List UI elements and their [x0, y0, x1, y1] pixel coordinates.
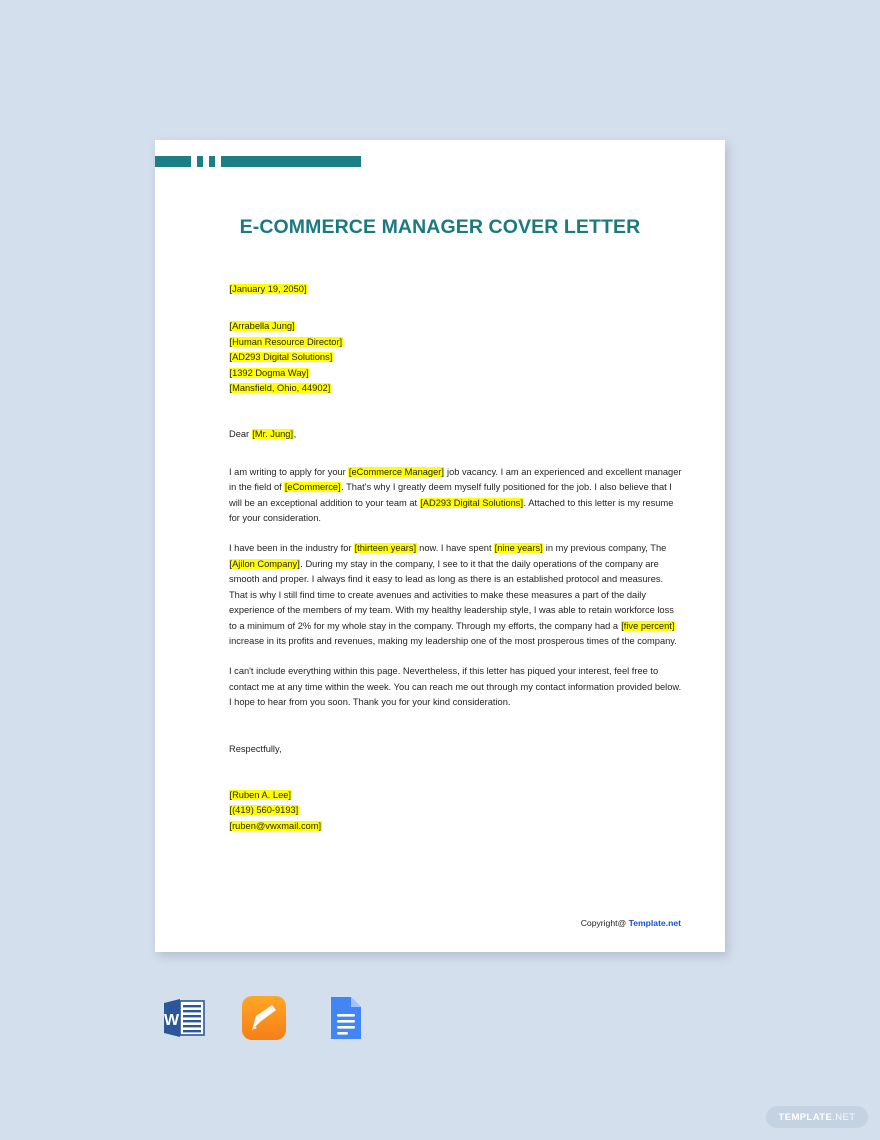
watermark-light-text: .NET — [832, 1111, 856, 1123]
recipient-address — [229, 319, 684, 396]
copyright-text: Copyright@ — [580, 918, 629, 928]
p2-seg1: I have been in the industry for — [229, 543, 355, 554]
p2-seg2: now. I have spent — [416, 543, 495, 554]
watermark-strong-text: TEMPLATE — [778, 1111, 833, 1123]
recipient-street: [1392 Dogma Way] — [229, 367, 309, 378]
p2-placeholder-previous-company: [Ajilon Company] — [229, 558, 300, 569]
letter-date — [229, 282, 684, 297]
salutation-suffix: , — [293, 429, 297, 440]
header-decoration-bar — [155, 156, 361, 167]
download-format-icons — [158, 992, 370, 1044]
page-title: E-COMMERCE MANAGER COVER LETTER — [239, 216, 641, 238]
signature-name: [Ruben A. Lee] — [229, 789, 292, 800]
p2-seg4: . During my stay in the company, I see to it that the daily operations of the company are smooth and proper. I always find it easy to lead as long as there is an established protocol and measures. That is why I still find time to create avenues and activities to make these measures a part of the daily experience of the members of my team. With my healthy leadership style, I was able to retain workforce loss to a minimum of 2% for my whole stay in the company. Through my efforts, the company had a — [229, 558, 674, 631]
p2-placeholder-company-years: [nine years] — [494, 543, 543, 554]
svg-text:W: W — [163, 1012, 180, 1029]
header-bar-segment-3 — [209, 156, 215, 167]
recipient-city-state-zip: [Mansfield, Ohio, 44902] — [229, 383, 331, 394]
microsoft-word-icon[interactable] — [158, 992, 210, 1044]
recipient-company: [AD293 Digital Solutions] — [229, 352, 333, 363]
copyright-footer — [581, 918, 681, 928]
recipient-job-title: [Human Resource Director] — [229, 336, 343, 347]
recipient-name: [Arrabella Jung] — [229, 321, 295, 332]
signature-block — [229, 788, 684, 834]
apple-pages-icon[interactable] — [238, 992, 290, 1044]
letter-closing: Respectfully, — [229, 743, 282, 754]
salutation-name: [Mr. Jung] — [252, 429, 294, 440]
header-bar-segment-4 — [221, 156, 361, 167]
p1-seg2: job vacancy. I am an experienced and excellent manager in the field of — [229, 466, 682, 493]
letter-paragraph-3: I can't include everything within this page. Nevertheless, if this letter has piqued your interest, feel free to contact me at any time within the week. You can reach me out through my contact information provided below. I hope to hear from you soon. Thank you for your kind consideration. — [229, 666, 682, 708]
signature-phone: [(419) 560-9193] — [229, 805, 299, 816]
p1-seg4: . Attached to this letter is my resume for your consideration. — [229, 497, 674, 524]
p2-seg3: in my previous company, The — [543, 543, 667, 554]
header-bar-segment-1 — [155, 156, 191, 167]
template-net-link[interactable]: Template.net — [628, 918, 681, 928]
p2-placeholder-industry-years: [thirteen years] — [354, 543, 417, 554]
p1-placeholder-position: [eCommerce Manager] — [348, 466, 444, 477]
p2-seg5: increase in its profits and revenues, making my leadership one of the most prosperous times of the company. — [229, 635, 677, 646]
p1-seg3: . That's why I greatly deem myself fully positioned for the job. I also believe that I will be an exceptional addition to your team at — [229, 482, 672, 508]
google-docs-icon[interactable] — [318, 992, 370, 1044]
p2-placeholder-increase: [five percent] — [621, 620, 675, 631]
salutation-prefix: Dear — [229, 429, 252, 440]
template-net-watermark — [766, 1106, 868, 1128]
p1-placeholder-company: [AD293 Digital Solutions] — [420, 497, 524, 508]
document-page — [155, 140, 725, 952]
date-value: [January 19, 2050] — [229, 284, 307, 294]
p1-placeholder-field: [eCommerce] — [284, 482, 341, 493]
letter-body — [229, 282, 684, 834]
p1-seg1: I am writing to apply for your — [229, 466, 349, 477]
letter-paragraph-2 — [229, 541, 684, 649]
salutation — [229, 427, 684, 442]
header-bar-segment-2 — [197, 156, 203, 167]
letter-paragraph-1 — [229, 465, 684, 527]
signature-email: [ruben@vwxmail.com] — [229, 820, 322, 831]
